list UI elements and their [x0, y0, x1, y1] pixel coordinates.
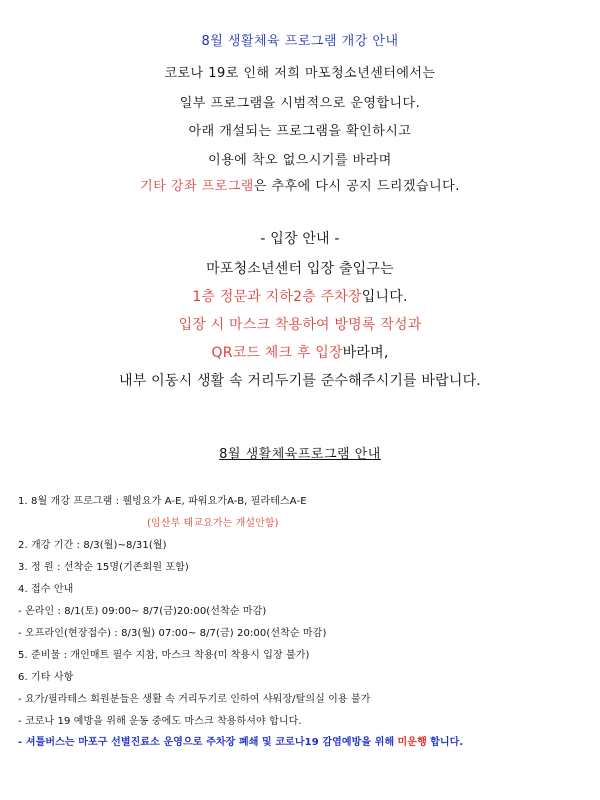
- entry-line-5: 내부 이동시 생활 속 거리두기를 준수해주시기를 바랍니다.: [119, 373, 481, 389]
- other-programs-highlight: 기타 강좌 프로그램: [140, 179, 254, 194]
- qr-check-highlight: QR코드 체크 후 입장: [211, 345, 343, 361]
- entry-line-1: 마포청소년센터 입장 출입구는: [206, 261, 394, 277]
- item-2-period: 2. 개강 기간 : 8/3(월)~8/31(월): [18, 540, 167, 551]
- intro-line-4: 이용에 착오 없으시기를 바라며: [208, 153, 392, 168]
- item-4-offline: - 오프라인(현장접수) : 8/3(월) 07:00~ 8/7(금) 20:00(선착순 마감): [18, 628, 327, 639]
- entry-heading: - 입장 안내 -: [260, 231, 340, 247]
- item-1-programs: 1. 8월 개강 프로그램 : 웰빙요가 A-E, 파워요가A-B, 필라테스A-E: [18, 496, 307, 507]
- item-6-shower-note: - 요가/필라테스 회원분들은 생활 속 거리두기로 인하여 샤워장/탈의실 이용 불가: [18, 694, 371, 705]
- entrance-highlight: 1층 정문과 지하2층 주차장: [192, 289, 362, 305]
- details-title: 8월 생활체육프로그램 안내: [219, 447, 381, 462]
- not-operating-highlight: 미운행: [397, 737, 427, 748]
- item-3-capacity: 3. 정 원 : 선착순 15명(기존회원 포함): [18, 562, 189, 573]
- item-6-mask-note: - 코로나 19 예방을 위해 운동 중에도 마스크 착용하셔야 합니다.: [18, 716, 302, 727]
- item-4-online: - 온라인 : 8/1(토) 09:00~ 8/7(금)20:00(선착순 마감): [18, 606, 267, 617]
- item-4-registration: 4. 접수 안내: [18, 584, 74, 595]
- item-1-note: (임산부 태교요가는 개설안함): [147, 518, 279, 529]
- notice-title: 8월 생활체육 프로그램 개강 안내: [201, 34, 399, 49]
- item-6-shuttle-note: - 셔틀버스는 마포구 선별진료소 운영으로 주차장 폐쇄 및 코로나19 감염예방을 위해 미운행 합니다.: [18, 737, 464, 748]
- intro-line-5: 기타 강좌 프로그램은 추후에 다시 공지 드리겠습니다.: [140, 179, 460, 194]
- item-5-supplies: 5. 준비물 : 개인매트 필수 지참, 마스크 착용(미 착용시 입장 불가): [18, 650, 310, 661]
- intro-line-1: 코로나 19로 인해 저희 마포청소년센터에서는: [164, 66, 436, 81]
- entry-line-4: QR코드 체크 후 입장바라며,: [211, 345, 389, 361]
- entry-line-2: 1층 정문과 지하2층 주차장입니다.: [192, 289, 408, 305]
- item-6-other: 6. 기타 사항: [18, 672, 74, 683]
- intro-line-2: 일부 프로그램을 시범적으로 운영합니다.: [179, 96, 421, 111]
- intro-line-3: 아래 개설되는 프로그램을 확인하시고: [188, 124, 412, 139]
- entry-line-3: 입장 시 마스크 착용하여 방명록 작성과: [178, 317, 422, 333]
